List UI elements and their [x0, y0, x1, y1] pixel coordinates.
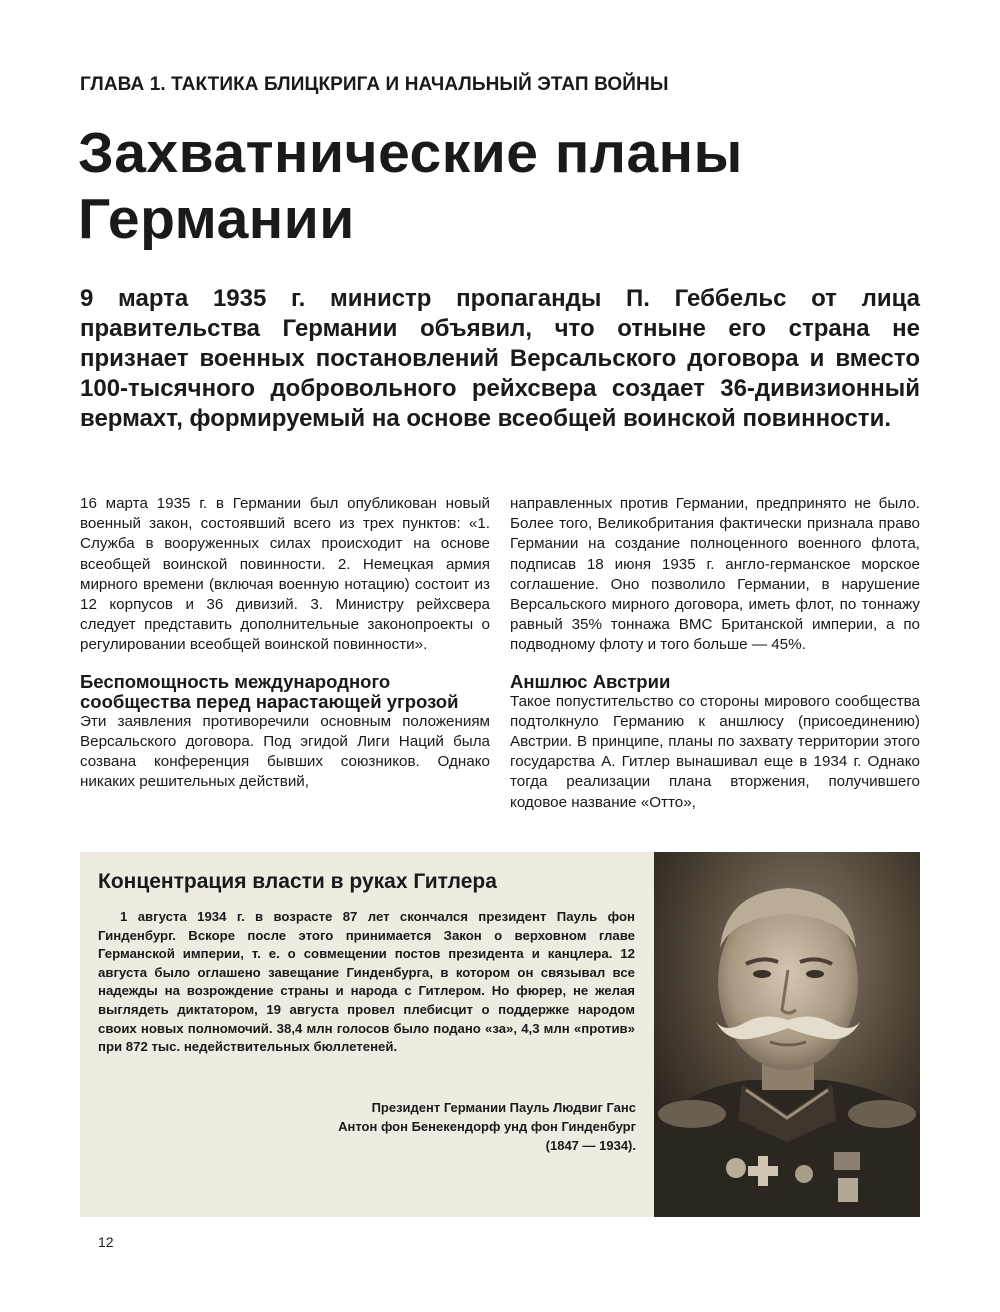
- section-heading: Аншлюс Австрии: [510, 670, 671, 692]
- page-title-line2: Германии: [78, 187, 355, 251]
- left-column: [80, 494, 490, 792]
- body-paragraph: Такое попустительство со стороны мирового сообщества подтолкнуло Германию к аншлюсу (присоединению) Австрии. В принципе, планы по захвату территории этого государства А. Гитлер вынашивал еще в 1934 г. Однако тогда реализации плана вторжения, получившего кодовое название «Отто»,: [510, 692, 920, 811]
- photo-caption: Президент Германии Пауль Людвиг Ганс Антон фон Бенекендорф унд фон Гинденбург (1847 — 1934).: [338, 1100, 636, 1153]
- page-title-line1: Захватнические планы: [78, 121, 743, 185]
- body-paragraph: направленных против Германии, предпринято не было. Более того, Великобритания фактически признала право Германии на создание полноценного военного флота, подписав 18 июня 1935 г. англо-германское морское соглашение. Оно позволило Германии, в нарушение Версальского мирного договора, иметь флот, по тоннажу равный 35% тоннажа ВМС Британской империи, а по подводному флоту и того больше — 45%.: [510, 495, 920, 654]
- sidebar-text: 1 августа 1934 г. в возрасте 87 лет скончался президент Пауль фон Гинденбург. Вскоре после этого принимается Закон о верховном главе Германской империи, т. е. о совмещении постов президента и канцлера. 12 августа было оглашено завещание Гинденбурга, в котором он связывал все надежды на возрождение страны и народа с Гитлером. Но фюрер, не желая выглядеть диктатором, 19 августа провел плебисцит о поддержке народом своих новых полномочий. 38,4 млн голосов было подано «за», 4,3 млн «против» при 872 тыс. недействительных бюллетеней.: [98, 909, 635, 1055]
- right-column: [510, 494, 920, 813]
- lead-paragraph: 9 марта 1935 г. министр пропаганды П. Геббельс от лица правительства Германии объявил, что отныне его страна не признает военных постановлений Версальского договора и вместо 100-тысячного добровольного рейхсвера создает 36-дивизионный вермахт, формируемый на основе всеобщей воинской повинности.: [80, 285, 920, 432]
- page-number: 12: [98, 1234, 114, 1250]
- page-title: [78, 120, 938, 252]
- body-paragraph: 16 марта 1935 г. в Германии был опубликован новый военный закон, состоявший всего из трех пунктов: «1. Служба в вооруженных силах происходит на основе всеобщей воинской повинности. 2. Немецкая армия мирного времени (включая военную нотацию) состоит из 12 корпусов и 36 дивизий. 3. Министру рейхсвера следует представить дополнительные законопроекты о регулировании всеобщей воинской повинности».: [80, 495, 490, 654]
- sidebar-title: Концентрация власти в руках Гитлера: [98, 870, 497, 893]
- section-heading: Беспомощность международного сообщества перед нарастающей угрозой: [80, 670, 459, 712]
- body-paragraph: Эти заявления противоречили основным положениям Версальского договора. Под эгидой Лиги Наций была созвана конференция бывших союзников. Однако никаких решительных действий,: [80, 712, 490, 791]
- portrait-photo: [654, 852, 920, 1217]
- chapter-heading: ГЛАВА 1. ТАКТИКА БЛИЦКРИГА И НАЧАЛЬНЫЙ ЭТАП ВОЙНЫ: [80, 74, 669, 95]
- portrait-illustration: [654, 852, 920, 1217]
